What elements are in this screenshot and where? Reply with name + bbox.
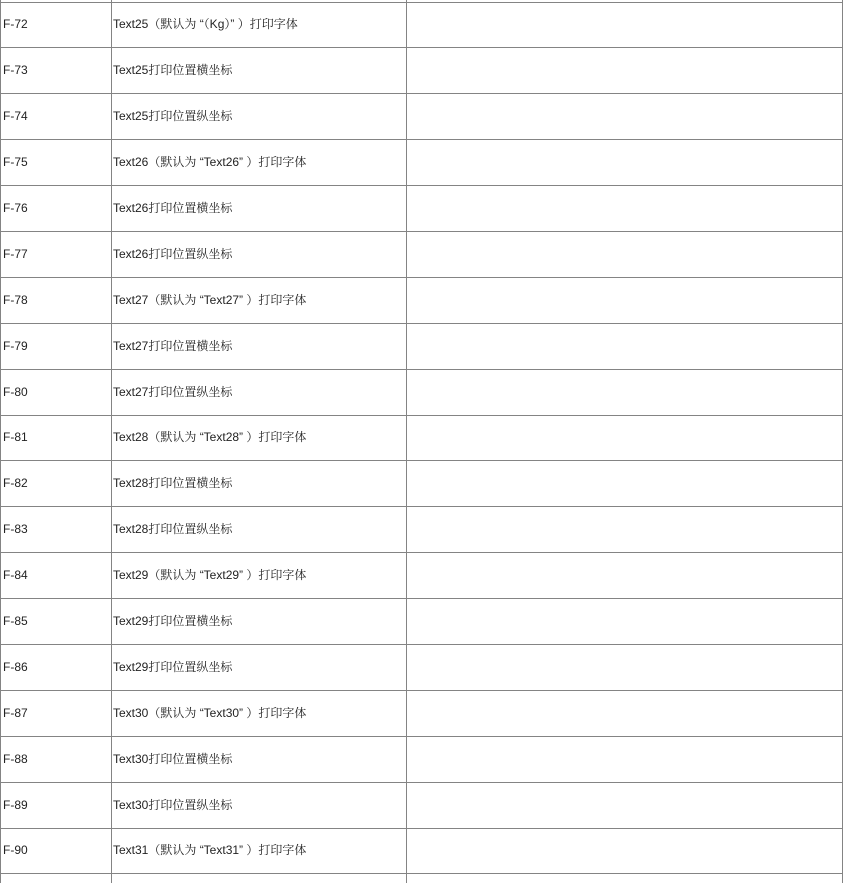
table-row	[1, 828, 843, 874]
description-cell: Text28打印位置横坐标	[112, 461, 407, 507]
description-cell	[112, 874, 407, 883]
value-cell	[407, 186, 843, 232]
code-cell: F-85	[1, 599, 112, 645]
table-row	[1, 369, 843, 415]
code-cell: F-90	[1, 828, 112, 874]
description-cell: Text29打印位置纵坐标	[112, 644, 407, 690]
value-cell	[407, 507, 843, 553]
code-cell: F-78	[1, 277, 112, 323]
partial-bottom-row	[1, 874, 843, 883]
table-row	[1, 690, 843, 736]
description-cell: Text26打印位置纵坐标	[112, 231, 407, 277]
table-row	[1, 231, 843, 277]
description-cell: Text25打印位置横坐标	[112, 48, 407, 94]
code-cell: F-83	[1, 507, 112, 553]
code-cell: F-76	[1, 186, 112, 232]
value-cell	[407, 690, 843, 736]
value-cell	[407, 553, 843, 599]
description-cell: Text27打印位置纵坐标	[112, 369, 407, 415]
value-cell	[407, 415, 843, 461]
value-cell	[407, 461, 843, 507]
table-body	[1, 0, 843, 883]
value-cell	[407, 782, 843, 828]
description-cell: Text29（默认为 “Text29” ）打印字体	[112, 553, 407, 599]
description-cell: Text30打印位置纵坐标	[112, 782, 407, 828]
table-row	[1, 644, 843, 690]
value-cell	[407, 2, 843, 48]
table-row	[1, 277, 843, 323]
table-row	[1, 2, 843, 48]
value-cell	[407, 48, 843, 94]
code-cell: F-81	[1, 415, 112, 461]
value-cell	[407, 277, 843, 323]
description-cell: Text26打印位置横坐标	[112, 186, 407, 232]
description-cell: Text31（默认为 “Text31” ）打印字体	[112, 828, 407, 874]
value-cell	[407, 323, 843, 369]
value-cell	[407, 369, 843, 415]
code-cell	[1, 874, 112, 883]
table-row	[1, 48, 843, 94]
code-cell: F-72	[1, 2, 112, 48]
table-row	[1, 507, 843, 553]
description-cell: Text25打印位置纵坐标	[112, 94, 407, 140]
code-cell: F-88	[1, 736, 112, 782]
table-row	[1, 599, 843, 645]
value-cell	[407, 644, 843, 690]
value-cell	[407, 828, 843, 874]
code-cell: F-77	[1, 231, 112, 277]
table-row	[1, 461, 843, 507]
description-cell: Text28打印位置纵坐标	[112, 507, 407, 553]
code-cell: F-73	[1, 48, 112, 94]
value-cell	[407, 94, 843, 140]
table-row	[1, 553, 843, 599]
table-row	[1, 415, 843, 461]
description-cell: Text29打印位置横坐标	[112, 599, 407, 645]
table-row	[1, 94, 843, 140]
description-cell: Text27打印位置横坐标	[112, 323, 407, 369]
table-row	[1, 186, 843, 232]
code-cell: F-80	[1, 369, 112, 415]
value-cell	[407, 736, 843, 782]
description-cell: Text25（默认为 “（Kg）” ）打印字体	[112, 2, 407, 48]
table-row	[1, 736, 843, 782]
code-cell: F-82	[1, 461, 112, 507]
code-cell: F-75	[1, 140, 112, 186]
value-cell	[407, 874, 843, 883]
code-cell: F-87	[1, 690, 112, 736]
code-cell: F-86	[1, 644, 112, 690]
description-cell: Text27（默认为 “Text27” ）打印字体	[112, 277, 407, 323]
code-cell: F-84	[1, 553, 112, 599]
code-cell: F-89	[1, 782, 112, 828]
table-row	[1, 323, 843, 369]
code-cell: F-74	[1, 94, 112, 140]
description-cell: Text30（默认为 “Text30” ）打印字体	[112, 690, 407, 736]
table-row	[1, 782, 843, 828]
code-cell: F-79	[1, 323, 112, 369]
description-cell: Text28（默认为 “Text28” ）打印字体	[112, 415, 407, 461]
value-cell	[407, 599, 843, 645]
description-cell: Text30打印位置横坐标	[112, 736, 407, 782]
table-row	[1, 140, 843, 186]
value-cell	[407, 140, 843, 186]
value-cell	[407, 231, 843, 277]
description-cell: Text26（默认为 “Text26” ）打印字体	[112, 140, 407, 186]
